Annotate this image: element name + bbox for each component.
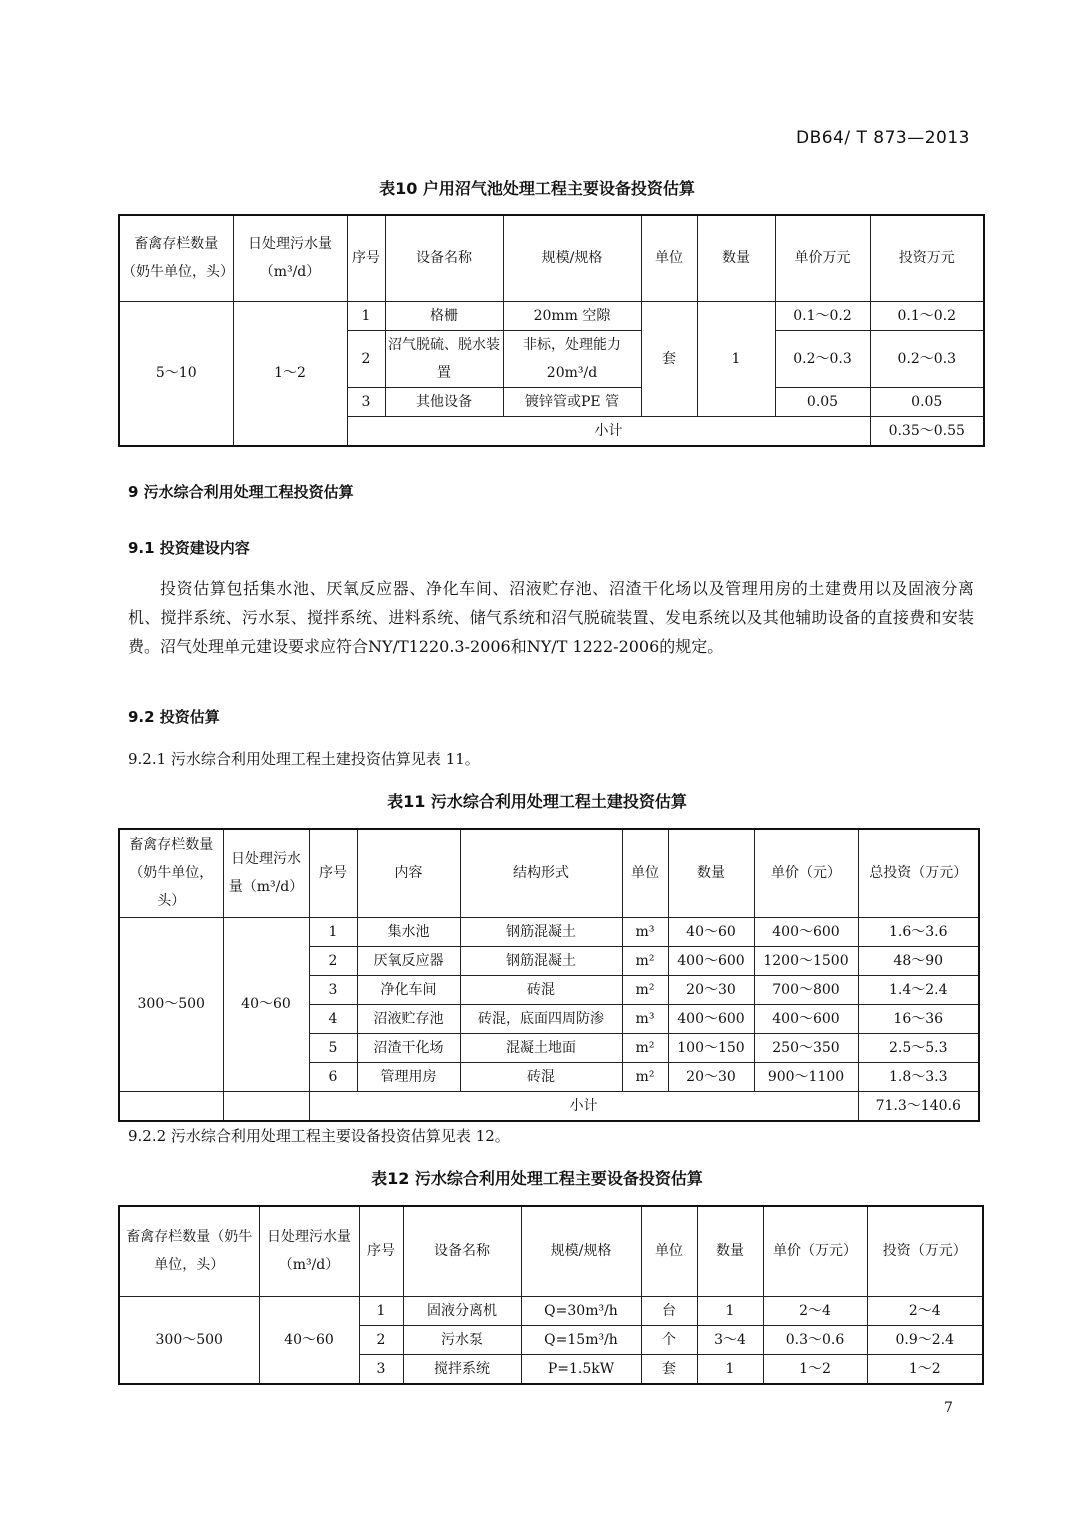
table10-caption: 表10 户用沼气池处理工程主要设备投资估算 — [379, 179, 695, 198]
table11-header-daily: 日处理污水量（m³/d） — [223, 829, 309, 917]
table10-qty: 1 — [697, 301, 775, 416]
table11-row-item: 净化车间 — [357, 975, 460, 1004]
table12-row-price: 1～2 — [763, 1354, 867, 1384]
table12-row-qty: 1 — [697, 1296, 763, 1325]
table11-row-item: 沼液贮存池 — [357, 1004, 460, 1033]
table11-caption: 表11 污水综合利用处理工程土建投资估算 — [387, 792, 687, 811]
table11-row-item: 厌氧反应器 — [357, 946, 460, 975]
table11-row-price: 900～1100 — [754, 1062, 858, 1091]
table11-row-qty: 40～60 — [668, 917, 754, 946]
table11-subtotal-value: 71.3～140.6 — [858, 1091, 979, 1121]
table11-header-unit: 单位 — [622, 829, 668, 917]
table10-row-price: 0.05 — [775, 387, 870, 416]
table10-row-name: 格栅 — [385, 301, 503, 330]
table11-row-struct: 砖混 — [460, 1062, 622, 1091]
table10-row-no: 1 — [347, 301, 385, 330]
table-row — [119, 301, 984, 330]
table10-row-invest: 0.05 — [870, 387, 984, 416]
clause-9-2-2: 9.2.2 污水综合利用处理工程主要设备投资估算见表 12。 — [128, 1127, 510, 1145]
table10 — [118, 214, 985, 447]
table12-row-unit: 个 — [641, 1325, 697, 1354]
table12-row-name: 污水泵 — [403, 1325, 521, 1354]
table11-row-price: 400～600 — [754, 1004, 858, 1033]
table12-row-no: 3 — [359, 1354, 403, 1384]
table11-row-unit: m³ — [622, 1004, 668, 1033]
table12-row-invest: 1～2 — [867, 1354, 983, 1384]
table12-row-price: 0.3～0.6 — [763, 1325, 867, 1354]
table10-row-price: 0.2～0.3 — [775, 330, 870, 387]
table11-row-qty: 400～600 — [668, 946, 754, 975]
section-9-heading: 9 污水综合利用处理工程投资估算 — [128, 483, 354, 501]
table10-row-spec: 20mm 空隙 — [503, 301, 641, 330]
table10-row-spec: 镀锌管或PE 管 — [503, 387, 641, 416]
table-row — [119, 917, 979, 946]
table11-row-total: 1.4～2.4 — [858, 975, 979, 1004]
table12 — [118, 1205, 984, 1385]
table11-row-qty: 100～150 — [668, 1033, 754, 1062]
table10-row-price: 0.1～0.2 — [775, 301, 870, 330]
table11-row-unit: m² — [622, 1062, 668, 1091]
page-number: 7 — [944, 1400, 953, 1416]
section-9-1-heading: 9.1 投资建设内容 — [128, 539, 250, 557]
table12-row-spec: Q=30m³/h — [521, 1296, 641, 1325]
table12-row-spec: Q=15m³/h — [521, 1325, 641, 1354]
table11-row-no: 2 — [309, 946, 357, 975]
section-9-2-heading: 9.2 投资估算 — [128, 708, 220, 726]
table12-header-unit: 单位 — [641, 1206, 697, 1296]
table11-row-no: 6 — [309, 1062, 357, 1091]
table11-row-price: 250～350 — [754, 1033, 858, 1062]
table11-header-stock: 畜禽存栏数量（奶牛单位，头） — [119, 829, 223, 917]
table10-header-no: 序号 — [347, 215, 385, 301]
table11-header-qty: 数量 — [668, 829, 754, 917]
table11-stock: 300～500 — [119, 917, 223, 1091]
table12-header-no: 序号 — [359, 1206, 403, 1296]
table11 — [118, 828, 980, 1122]
table11-row-struct: 钢筋混凝土 — [460, 946, 622, 975]
table11-row-no: 5 — [309, 1033, 357, 1062]
table11-subtotal-blank — [223, 1091, 309, 1121]
table11-row-total: 1.8～3.3 — [858, 1062, 979, 1091]
table11-row-unit: m² — [622, 975, 668, 1004]
table11-row-price: 1200～1500 — [754, 946, 858, 975]
section-9-1-paragraph: 投资估算包括集水池、厌氧反应器、净化车间、沼液贮存池、沼渣干化场以及管理用房的土建费用以及固液分离机、搅拌系统、污水泵、搅拌系统、进料系统、储气系统和沼气脱硫装置、发电系统以及其他辅助设备的直接费和安装费。沼气处理单元建设要求应符合NY/T1220.3-2006和NY/T 1222-2006的规定。 — [128, 579, 974, 656]
table10-header-row — [119, 215, 984, 301]
table11-row-qty: 20～30 — [668, 975, 754, 1004]
table12-row-qty: 3～4 — [697, 1325, 763, 1354]
table12-header-stock: 畜禽存栏数量（奶牛单位，头） — [119, 1206, 259, 1296]
table11-header-no: 序号 — [309, 829, 357, 917]
table10-row-name: 沼气脱硫、脱水装置 — [385, 330, 503, 387]
table-row — [119, 1296, 983, 1325]
table11-row-total: 48～90 — [858, 946, 979, 975]
table11-row-no: 4 — [309, 1004, 357, 1033]
table10-header-price: 单价万元 — [775, 215, 870, 301]
table11-daily: 40～60 — [223, 917, 309, 1091]
table10-header-daily: 日处理污水量（m³/d） — [233, 215, 347, 301]
table11-row-struct: 砖混，底面四周防渗 — [460, 1004, 622, 1033]
table12-row-unit: 套 — [641, 1354, 697, 1384]
table12-row-qty: 1 — [697, 1354, 763, 1384]
table11-subtotal-label: 小计 — [309, 1091, 858, 1121]
table12-header-qty: 数量 — [697, 1206, 763, 1296]
table11-header-struct: 结构形式 — [460, 829, 622, 917]
table12-row-invest: 2～4 — [867, 1296, 983, 1325]
table11-row-no: 3 — [309, 975, 357, 1004]
table11-subtotal-blank — [119, 1091, 223, 1121]
table12-row-spec: P=1.5kW — [521, 1354, 641, 1384]
table11-header-item: 内容 — [357, 829, 460, 917]
table11-row-price: 400～600 — [754, 917, 858, 946]
table10-row-name: 其他设备 — [385, 387, 503, 416]
table10-header-qty: 数量 — [697, 215, 775, 301]
table10-header-spec: 规模/规格 — [503, 215, 641, 301]
table12-stock: 300～500 — [119, 1296, 259, 1384]
table11-row-total: 1.6～3.6 — [858, 917, 979, 946]
table12-header-price: 单价（万元） — [763, 1206, 867, 1296]
table12-row-name: 搅拌系统 — [403, 1354, 521, 1384]
table11-row-item: 管理用房 — [357, 1062, 460, 1091]
table10-row-invest: 0.2～0.3 — [870, 330, 984, 387]
table12-row-price: 2～4 — [763, 1296, 867, 1325]
table12-row-no: 1 — [359, 1296, 403, 1325]
table10-header-name: 设备名称 — [385, 215, 503, 301]
table11-row-struct: 砖混 — [460, 975, 622, 1004]
table10-row-spec: 非标，处理能力20m³/d — [503, 330, 641, 387]
table11-row-qty: 20～30 — [668, 1062, 754, 1091]
table12-header-invest: 投资（万元） — [867, 1206, 983, 1296]
table11-row-unit: m² — [622, 1033, 668, 1062]
table12-row-name: 固液分离机 — [403, 1296, 521, 1325]
table10-subtotal-value: 0.35～0.55 — [870, 416, 984, 446]
table10-header-unit: 单位 — [641, 215, 697, 301]
table11-row-total: 2.5～5.3 — [858, 1033, 979, 1062]
table12-row-invest: 0.9～2.4 — [867, 1325, 983, 1354]
table11-row-unit: m² — [622, 946, 668, 975]
table10-header-stock: 畜禽存栏数量（奶牛单位，头） — [119, 215, 233, 301]
table11-row-no: 1 — [309, 917, 357, 946]
table12-daily: 40～60 — [259, 1296, 359, 1384]
table12-header-row — [119, 1206, 983, 1296]
table12-header-spec: 规模/规格 — [521, 1206, 641, 1296]
table11-row-total: 16～36 — [858, 1004, 979, 1033]
table12-caption: 表12 污水综合利用处理工程主要设备投资估算 — [371, 1169, 703, 1188]
table10-subtotal-label: 小计 — [347, 416, 870, 446]
table11-header-price: 单价（元） — [754, 829, 858, 917]
table12-row-no: 2 — [359, 1325, 403, 1354]
document-code: DB64/ T 873—2013 — [795, 128, 970, 148]
table11-row-qty: 400～600 — [668, 1004, 754, 1033]
table10-stock: 5～10 — [119, 301, 233, 446]
table10-header-invest: 投资万元 — [870, 215, 984, 301]
table11-subtotal-row — [119, 1091, 979, 1121]
table12-row-unit: 台 — [641, 1296, 697, 1325]
table11-row-struct: 混凝土地面 — [460, 1033, 622, 1062]
table11-row-unit: m³ — [622, 917, 668, 946]
table10-row-no: 3 — [347, 387, 385, 416]
table11-row-item: 沼渣干化场 — [357, 1033, 460, 1062]
table12-header-name: 设备名称 — [403, 1206, 521, 1296]
table10-row-invest: 0.1～0.2 — [870, 301, 984, 330]
table10-unit: 套 — [641, 301, 697, 416]
table10-daily: 1～2 — [233, 301, 347, 446]
table12-header-daily: 日处理污水量（m³/d） — [259, 1206, 359, 1296]
table11-row-price: 700～800 — [754, 975, 858, 1004]
table10-row-no: 2 — [347, 330, 385, 387]
table11-row-item: 集水池 — [357, 917, 460, 946]
table11-row-struct: 钢筋混凝土 — [460, 917, 622, 946]
table11-header-row — [119, 829, 979, 917]
table11-header-total: 总投资（万元） — [858, 829, 979, 917]
clause-9-2-1: 9.2.1 污水综合利用处理工程土建投资估算见表 11。 — [128, 750, 480, 768]
